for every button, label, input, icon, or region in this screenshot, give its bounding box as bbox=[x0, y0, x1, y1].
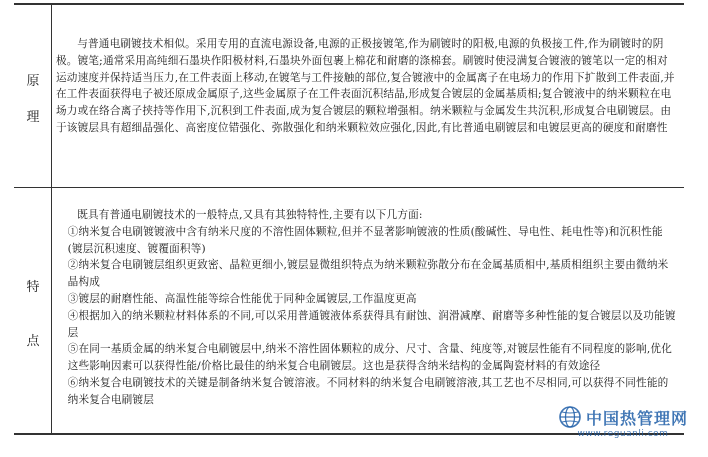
table-top-rule bbox=[14, 3, 684, 5]
content-table bbox=[14, 3, 684, 435]
feature-item: ⑤在同一基质金属的纳米复合电刷镀层中,纳米不溶性固体颗粒的成分、尺寸、含量、纯度等,对镀层性能有不同程度的影响,优化这些影响因素可以获得性能/价格比最佳的纳米复合电刷镀层。这也是获得含纳米结构的金属陶瓷材料的有效途径 bbox=[67, 343, 673, 373]
features-intro: 既具有普通电刷镀技术的一般特点,又具有其独特特性,主要有以下几方面: bbox=[77, 209, 423, 221]
feature-item: ②纳米复合电刷镀层组织更致密、晶粒更细小,镀层显微组织特点为纳米颗粒弥散分布在金属基质相中,基质相组织主要由微纳米晶构成 bbox=[67, 259, 669, 289]
feature-item: ③镀层的耐磨性能、高温性能等综合性能优于同种金属镀层,工作温度更高 bbox=[67, 292, 417, 305]
row-heading-char: 点 bbox=[26, 334, 40, 349]
table-column-divider bbox=[51, 3, 52, 435]
row-heading-char: 理 bbox=[26, 110, 40, 125]
site-watermark bbox=[558, 405, 688, 439]
row-heading-char: 特 bbox=[26, 280, 40, 295]
table-row-divider bbox=[14, 187, 684, 188]
principle-cell bbox=[56, 36, 676, 137]
row-heading-features bbox=[14, 187, 51, 433]
watermark-title: 中国热管理网 bbox=[585, 408, 688, 428]
globe-icon bbox=[558, 405, 582, 429]
principle-paragraph: 与普通电刷镀技术相似。采用专用的直流电源设备,电源的正极接镀笔,作为刷镀时的阳极,电源的负极接工件,作为刷镀时的阴极。镀笔;通常采用高纯细石墨块作阳极材料,石墨块外面包裹上棉花和耐磨的涤棉套。刷镀时使浸满复合镀液的镀笔以一定的相对运动速度并保持适当压力,在工件表面上移动,在镀笔与工件接触的部位,复合镀液中的金属离子在电场力的作用下扩散到工件表面,并在工件表面获得电子被还原成金属原子,这些金属原子在工件表面沉积结晶,形成复合镀层的金属基质相;复合镀液中的纳米颗粒在电场力或在络合离子挟持等作用下,沉积到工件表面,成为复合镀层的颗粒增强相。纳米颗粒与金属发生共沉积,形成复合电刷镀层。由于该镀层具有超细晶强化、高密度位错强化、弥散强化和纳米颗粒效应强化,因此,有比普通电刷镀层和电镀层更高的硬度和耐磨性 bbox=[56, 38, 675, 134]
feature-item: ④根据加入的纳米颗粒材料体系的不同,可以采用普通镀液体系获得具有耐蚀、润滑减摩、耐磨等多种性能的复合镀层以及功能镀层 bbox=[67, 309, 676, 339]
watermark-url: www.reguanli.com bbox=[577, 429, 669, 439]
row-heading-char: 原 bbox=[26, 74, 40, 89]
feature-item: ①纳米复合电刷镀镀液中含有纳米尺度的不溶性固体颗粒,但并不显著影响镀液的性质(酸碱性、导电性、耗电性等)和沉积性能(镀层沉积速度、镀覆面积等) bbox=[67, 225, 663, 255]
row-heading-principle bbox=[14, 3, 51, 187]
feature-item: ⑥纳米复合电刷镀技术的关键是制备纳米复合镀溶液。不同材料的纳米复合电刷镀溶液,其工艺也不尽相同,可以获得不同性能的纳米复合电刷镀层 bbox=[67, 376, 669, 406]
features-cell bbox=[56, 207, 676, 409]
